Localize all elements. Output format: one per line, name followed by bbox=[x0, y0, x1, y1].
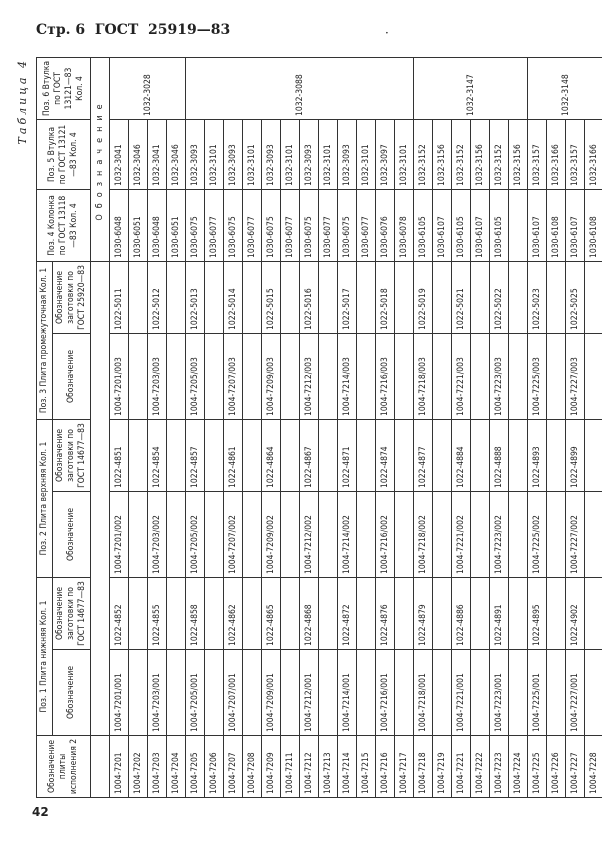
table-row bbox=[129, 57, 148, 797]
table-cell bbox=[585, 333, 602, 419]
table-cell: 1032-3152 bbox=[414, 119, 433, 189]
col-pos3-oboz: Обозначение bbox=[53, 333, 91, 419]
table-cell: 1004-7221 bbox=[452, 736, 471, 798]
table-cell: 1032-3046 bbox=[129, 119, 148, 189]
table-cell: 1032-3093 bbox=[262, 119, 281, 189]
table-cell bbox=[509, 492, 528, 578]
table-cell: 1004-7227/002 bbox=[566, 492, 585, 578]
table-cell bbox=[319, 650, 338, 736]
table-row bbox=[262, 57, 281, 797]
table-cell: 1030-6075 bbox=[300, 189, 319, 261]
table-cell: 1030-6077 bbox=[319, 189, 338, 261]
table-row bbox=[566, 57, 585, 797]
table-cell bbox=[357, 492, 376, 578]
table-cell: 1004-7201/002 bbox=[110, 492, 129, 578]
table-cell: 1004-7214 bbox=[338, 736, 357, 798]
table-cell bbox=[547, 333, 566, 419]
table-row bbox=[414, 57, 433, 797]
table-row bbox=[186, 57, 205, 797]
table-cell: 1030-6108 bbox=[547, 189, 566, 261]
table-row bbox=[300, 57, 319, 797]
table-cell: 1004-7227 bbox=[566, 736, 585, 798]
table-cell: 1030-6075 bbox=[186, 189, 205, 261]
table-cell: 1004-7221/001 bbox=[452, 650, 471, 736]
table-cell bbox=[319, 578, 338, 650]
table-cell: 1032-3152 bbox=[490, 119, 509, 189]
standard-label: ГОСТ bbox=[94, 22, 139, 38]
table-cell bbox=[509, 261, 528, 333]
table-cell: 1030-6107 bbox=[528, 189, 547, 261]
table-cell bbox=[281, 578, 300, 650]
table-cell: 1004-7218/001 bbox=[414, 650, 433, 736]
table-cell: 1004-7209/001 bbox=[262, 650, 281, 736]
col-pos4: Поз. 4 Колонка по ГОСТ 13118—83 Кол. 4 bbox=[37, 189, 91, 261]
table-row bbox=[376, 57, 395, 797]
table-cell bbox=[129, 578, 148, 650]
table-cell bbox=[357, 650, 376, 736]
table-row bbox=[528, 57, 547, 797]
table-cell: 1022-5011 bbox=[110, 261, 129, 333]
table-cell: 1022-4865 bbox=[262, 578, 281, 650]
table-cell bbox=[319, 492, 338, 578]
table-cell bbox=[205, 578, 224, 650]
table-cell bbox=[319, 261, 338, 333]
table-cell bbox=[281, 261, 300, 333]
table-cell: 1022-4867 bbox=[300, 419, 319, 491]
table-cell: 1022-5022 bbox=[490, 261, 509, 333]
table-cell bbox=[433, 492, 452, 578]
table-cell: 1022-4851 bbox=[110, 419, 129, 491]
table-cell bbox=[509, 333, 528, 419]
table-cell bbox=[471, 419, 490, 491]
table-cell bbox=[547, 419, 566, 491]
table-cell: 1022-4855 bbox=[148, 578, 167, 650]
table-cell: 1004-7216/003 bbox=[376, 333, 395, 419]
table-cell bbox=[547, 261, 566, 333]
table-cell: 1032-3157 bbox=[566, 119, 585, 189]
table-cell bbox=[395, 261, 414, 333]
table-cell: 1004-7227/001 bbox=[566, 650, 585, 736]
table-cell: 1022-5014 bbox=[224, 261, 243, 333]
table-cell bbox=[205, 333, 224, 419]
table-row bbox=[547, 57, 566, 797]
table-cell: 1032-3101 bbox=[243, 119, 262, 189]
table-cell: 1004-7205/002 bbox=[186, 492, 205, 578]
table-cell: 1004-7224 bbox=[509, 736, 528, 798]
table-cell bbox=[205, 261, 224, 333]
table-cell: 1022-4879 bbox=[414, 578, 433, 650]
table-cell: 1022-4861 bbox=[224, 419, 243, 491]
table-cell: 1022-4857 bbox=[186, 419, 205, 491]
table-cell: 1004-7216/002 bbox=[376, 492, 395, 578]
table-cell: 1030-6077 bbox=[205, 189, 224, 261]
table-cell: 1030-6077 bbox=[281, 189, 300, 261]
table-cell bbox=[585, 419, 602, 491]
table-cell: 1032-3093 bbox=[186, 119, 205, 189]
table-body bbox=[91, 57, 602, 797]
table-cell: 1032-3156 bbox=[471, 119, 490, 189]
table-cell: 1032-3041 bbox=[148, 119, 167, 189]
table-cell bbox=[433, 419, 452, 491]
table-cell bbox=[509, 650, 528, 736]
table-cell: 1004-7221/003 bbox=[452, 333, 471, 419]
table-cell: 1022-4888 bbox=[490, 419, 509, 491]
table-cell: 1004-7207/002 bbox=[224, 492, 243, 578]
table-cell bbox=[471, 333, 490, 419]
table-cell: 1030-6075 bbox=[262, 189, 281, 261]
table-cell: 1022-4852 bbox=[110, 578, 129, 650]
col-pos6: Поз. 6 Втулка по ГОСТ 13121—83 Кол. 4 bbox=[37, 57, 91, 119]
table-cell: 1004-7223 bbox=[490, 736, 509, 798]
table-cell bbox=[395, 650, 414, 736]
table-cell: 1032-3101 bbox=[395, 119, 414, 189]
table-cell: 1004-7209 bbox=[262, 736, 281, 798]
table-cell bbox=[243, 333, 262, 419]
table-row bbox=[585, 57, 602, 797]
table-cell: 1022-5023 bbox=[528, 261, 547, 333]
table-cell: 1030-6107 bbox=[433, 189, 452, 261]
table-caption: Таблица 4 bbox=[16, 58, 29, 145]
table-cell: 1022-4872 bbox=[338, 578, 357, 650]
table-cell bbox=[167, 419, 186, 491]
table-cell: 1022-5021 bbox=[452, 261, 471, 333]
table-cell: 1004-7203/002 bbox=[148, 492, 167, 578]
designation-row: Обозначение bbox=[91, 57, 110, 261]
table-cell: 1032-3093 bbox=[338, 119, 357, 189]
table-cell bbox=[281, 333, 300, 419]
table-cell: 1032-3156 bbox=[433, 119, 452, 189]
table-cell: 1004-7201 bbox=[110, 736, 129, 798]
table-cell: 1004-7226 bbox=[547, 736, 566, 798]
table-row bbox=[395, 57, 414, 797]
table-cell bbox=[281, 492, 300, 578]
table-cell: 1022-5013 bbox=[186, 261, 205, 333]
table-cell: 1030-6105 bbox=[414, 189, 433, 261]
table-cell bbox=[509, 578, 528, 650]
table-cell-pos6: 1032-3148 bbox=[528, 57, 602, 119]
table-cell bbox=[357, 578, 376, 650]
table-cell: 1004-7216/001 bbox=[376, 650, 395, 736]
table-row bbox=[452, 57, 471, 797]
table-cell: 1004-7207/001 bbox=[224, 650, 243, 736]
table-cell: 1030-6078 bbox=[395, 189, 414, 261]
table-cell: 1030-6051 bbox=[167, 189, 186, 261]
table-cell bbox=[243, 419, 262, 491]
table-cell: 1032-3157 bbox=[528, 119, 547, 189]
table-row bbox=[243, 57, 262, 797]
table-cell bbox=[433, 578, 452, 650]
table-cell-pos6: 1032-3147 bbox=[414, 57, 528, 119]
table-cell bbox=[243, 578, 262, 650]
table-cell: 1030-6048 bbox=[110, 189, 129, 261]
table-cell: 1022-4877 bbox=[414, 419, 433, 491]
table-cell: 1030-6077 bbox=[357, 189, 376, 261]
table-cell bbox=[395, 578, 414, 650]
table-cell bbox=[585, 261, 602, 333]
page-label: Стр. 6 bbox=[36, 22, 86, 38]
table-cell: 1004-7225/002 bbox=[528, 492, 547, 578]
table-cell: 1022-5019 bbox=[414, 261, 433, 333]
table-row bbox=[148, 57, 167, 797]
page-number: 42 bbox=[32, 805, 49, 819]
table-cell bbox=[509, 419, 528, 491]
table-cell bbox=[243, 261, 262, 333]
table-cell bbox=[205, 419, 224, 491]
table-cell: 1004-7204 bbox=[167, 736, 186, 798]
table-cell: 1032-3093 bbox=[224, 119, 243, 189]
table-row bbox=[205, 57, 224, 797]
table-cell: 1004-7214/001 bbox=[338, 650, 357, 736]
table-cell bbox=[281, 419, 300, 491]
table-cell: 1032-3101 bbox=[281, 119, 300, 189]
table-cell bbox=[395, 492, 414, 578]
table-cell: 1004-7205/001 bbox=[186, 650, 205, 736]
table-cell: 1004-7203/001 bbox=[148, 650, 167, 736]
table-cell: 1004-7228 bbox=[585, 736, 602, 798]
table-cell: 1004-7212/002 bbox=[300, 492, 319, 578]
table-cell: 1022-4874 bbox=[376, 419, 395, 491]
table-cell: 1022-4876 bbox=[376, 578, 395, 650]
table-cell bbox=[471, 261, 490, 333]
table-cell: 1030-6075 bbox=[338, 189, 357, 261]
table-cell bbox=[471, 650, 490, 736]
table-cell: 1004-7214/003 bbox=[338, 333, 357, 419]
table-cell: 1032-3101 bbox=[205, 119, 224, 189]
table-cell bbox=[129, 492, 148, 578]
table-cell bbox=[281, 650, 300, 736]
table-cell: 1004-7202 bbox=[129, 736, 148, 798]
parts-table bbox=[36, 57, 602, 798]
table-cell: 1032-3097 bbox=[376, 119, 395, 189]
table-cell: 1004-7212 bbox=[300, 736, 319, 798]
table-cell-pos6: 1032-3028 bbox=[110, 57, 186, 119]
table-cell: 1032-3046 bbox=[167, 119, 186, 189]
table-cell: 1022-4893 bbox=[528, 419, 547, 491]
table-cell: 1004-7218 bbox=[414, 736, 433, 798]
table-cell: 1032-3166 bbox=[585, 119, 602, 189]
table-cell: 1004-7208 bbox=[243, 736, 262, 798]
table-cell bbox=[205, 492, 224, 578]
table-cell bbox=[167, 333, 186, 419]
table-cell: 1030-6105 bbox=[452, 189, 471, 261]
page-header bbox=[36, 22, 230, 38]
table-cell bbox=[395, 419, 414, 491]
table-cell bbox=[167, 261, 186, 333]
table-cell: 1004-7222 bbox=[471, 736, 490, 798]
table-cell: 1004-7218/002 bbox=[414, 492, 433, 578]
table-cell bbox=[357, 419, 376, 491]
table-cell bbox=[585, 578, 602, 650]
col-pos1-oboz: Обозначение bbox=[53, 650, 91, 736]
table-cell: 1022-5015 bbox=[262, 261, 281, 333]
table-cell: 1004-7219 bbox=[433, 736, 452, 798]
table-cell: 1004-7218/003 bbox=[414, 333, 433, 419]
table-cell: 1030-6077 bbox=[243, 189, 262, 261]
table-cell: 1032-3101 bbox=[357, 119, 376, 189]
table-cell bbox=[129, 419, 148, 491]
table-cell: 1030-6105 bbox=[490, 189, 509, 261]
table-cell: 1022-4895 bbox=[528, 578, 547, 650]
col-pos5: Поз. 5 Втулка по ГОСТ 13121—83 Кол. 4 bbox=[37, 119, 91, 189]
table-cell: 1022-4858 bbox=[186, 578, 205, 650]
table-cell bbox=[243, 492, 262, 578]
col-pos2-oboz: Обозначение bbox=[53, 492, 91, 578]
table-cell bbox=[129, 650, 148, 736]
table-cell: 1022-4864 bbox=[262, 419, 281, 491]
table-cell bbox=[205, 650, 224, 736]
table-cell: 1032-3166 bbox=[547, 119, 566, 189]
table-cell: 1004-7201/003 bbox=[110, 333, 129, 419]
table-cell: 1004-7203/003 bbox=[148, 333, 167, 419]
table-cell bbox=[319, 419, 338, 491]
table-cell: 1004-7203 bbox=[148, 736, 167, 798]
table-cell: 1030-6048 bbox=[148, 189, 167, 261]
table-cell: 1004-7227/003 bbox=[566, 333, 585, 419]
table-row bbox=[110, 57, 129, 797]
col-pos1: Поз. 1 Плита нижняя Кол. 1 bbox=[37, 578, 53, 736]
col-pos1-blank: Обозначение заготовки по ГОСТ 14677—83 bbox=[53, 578, 91, 650]
table-cell: 1004-7201/001 bbox=[110, 650, 129, 736]
table-cell: 1032-3093 bbox=[300, 119, 319, 189]
table-cell: 1022-5017 bbox=[338, 261, 357, 333]
table-cell: 1022-4862 bbox=[224, 578, 243, 650]
table-cell: 1030-6108 bbox=[585, 189, 602, 261]
table-cell: 1004-7206 bbox=[205, 736, 224, 798]
table-cell: 1022-4854 bbox=[148, 419, 167, 491]
table-cell: 1022-4871 bbox=[338, 419, 357, 491]
table-cell bbox=[509, 189, 528, 261]
table-cell: 1004-7214/002 bbox=[338, 492, 357, 578]
table-cell bbox=[585, 492, 602, 578]
table-cell bbox=[433, 650, 452, 736]
table-cell: 1032-3041 bbox=[110, 119, 129, 189]
table-cell: 1004-7223/003 bbox=[490, 333, 509, 419]
table-row bbox=[433, 57, 452, 797]
table-cell bbox=[167, 578, 186, 650]
col-pos2-blank: Обозначение заготовки по ГОСТ 14677—83 bbox=[53, 419, 91, 491]
table-cell bbox=[395, 333, 414, 419]
col-pos3: Поз. 3 Плита промежуточная Кол. 1 bbox=[37, 261, 53, 419]
table-cell: 1022-4884 bbox=[452, 419, 471, 491]
col-designation: Обозначение плиты исполнения 2 bbox=[37, 736, 91, 798]
table-cell: 1030-6076 bbox=[376, 189, 395, 261]
table-cell: 1004-7207 bbox=[224, 736, 243, 798]
table-cell: 1022-5025 bbox=[566, 261, 585, 333]
table-cell: 1022-4891 bbox=[490, 578, 509, 650]
table-cell bbox=[357, 261, 376, 333]
col-pos2: Поз. 2 Плита верхняя Кол. 1 bbox=[37, 419, 53, 577]
table-cell: 1004-7225/003 bbox=[528, 333, 547, 419]
table-cell: 1022-5016 bbox=[300, 261, 319, 333]
table-cell: 1004-7207/003 bbox=[224, 333, 243, 419]
table-row bbox=[167, 57, 186, 797]
table-cell: 1004-7223/001 bbox=[490, 650, 509, 736]
table-row bbox=[281, 57, 300, 797]
table-cell: 1004-7211 bbox=[281, 736, 300, 798]
table-cell bbox=[167, 492, 186, 578]
table-row bbox=[509, 57, 528, 797]
table-cell bbox=[357, 333, 376, 419]
table-cell: 1004-7225/001 bbox=[528, 650, 547, 736]
table-cell: 1004-7212/001 bbox=[300, 650, 319, 736]
table-row bbox=[319, 57, 338, 797]
table-cell bbox=[319, 333, 338, 419]
table-cell bbox=[585, 650, 602, 736]
table-cell bbox=[433, 333, 452, 419]
table-cell: 1004-7225 bbox=[528, 736, 547, 798]
table-cell: 1004-7215 bbox=[357, 736, 376, 798]
table-cell: 1022-4902 bbox=[566, 578, 585, 650]
table-row bbox=[357, 57, 376, 797]
table-cell: 1004-7209/003 bbox=[262, 333, 281, 419]
table-cell bbox=[547, 492, 566, 578]
table-cell-pos6: 1032-3088 bbox=[186, 57, 414, 119]
table-cell: 1022-4899 bbox=[566, 419, 585, 491]
table-cell: 1030-6107 bbox=[566, 189, 585, 261]
table-cell: 1004-7209/002 bbox=[262, 492, 281, 578]
rotated-table-block bbox=[16, 58, 599, 798]
mark: · bbox=[385, 26, 389, 40]
table-cell: 1032-3156 bbox=[509, 119, 528, 189]
table-cell bbox=[129, 261, 148, 333]
table-cell bbox=[547, 650, 566, 736]
table-cell: 1030-6107 bbox=[471, 189, 490, 261]
table-cell: 1004-7205 bbox=[186, 736, 205, 798]
table-cell bbox=[167, 650, 186, 736]
table-cell: 1022-5018 bbox=[376, 261, 395, 333]
table-cell: 1032-3152 bbox=[452, 119, 471, 189]
table-row bbox=[471, 57, 490, 797]
table-cell: 1030-6075 bbox=[224, 189, 243, 261]
table-row bbox=[338, 57, 357, 797]
table-cell bbox=[129, 333, 148, 419]
table-cell: 1022-5012 bbox=[148, 261, 167, 333]
table-cell: 1030-6051 bbox=[129, 189, 148, 261]
table-cell: 1004-7221/002 bbox=[452, 492, 471, 578]
table-row bbox=[490, 57, 509, 797]
table-cell: 1004-7205/003 bbox=[186, 333, 205, 419]
table-cell: 1022-4868 bbox=[300, 578, 319, 650]
table-cell: 1032-3101 bbox=[319, 119, 338, 189]
table-cell: 1004-7213 bbox=[319, 736, 338, 798]
table-cell: 1004-7223/002 bbox=[490, 492, 509, 578]
table-cell bbox=[471, 492, 490, 578]
table-cell: 1004-7216 bbox=[376, 736, 395, 798]
standard-number: 25919—83 bbox=[148, 22, 231, 38]
table-cell: 1022-4886 bbox=[452, 578, 471, 650]
col-pos3-blank: Обозначение заготовки по ГОСТ 25920—83 bbox=[53, 261, 91, 333]
table-cell bbox=[433, 261, 452, 333]
table-cell: 1004-7212/003 bbox=[300, 333, 319, 419]
table-cell: 1004-7217 bbox=[395, 736, 414, 798]
table-row bbox=[224, 57, 243, 797]
table-cell bbox=[547, 578, 566, 650]
table-cell bbox=[243, 650, 262, 736]
table-cell bbox=[471, 578, 490, 650]
